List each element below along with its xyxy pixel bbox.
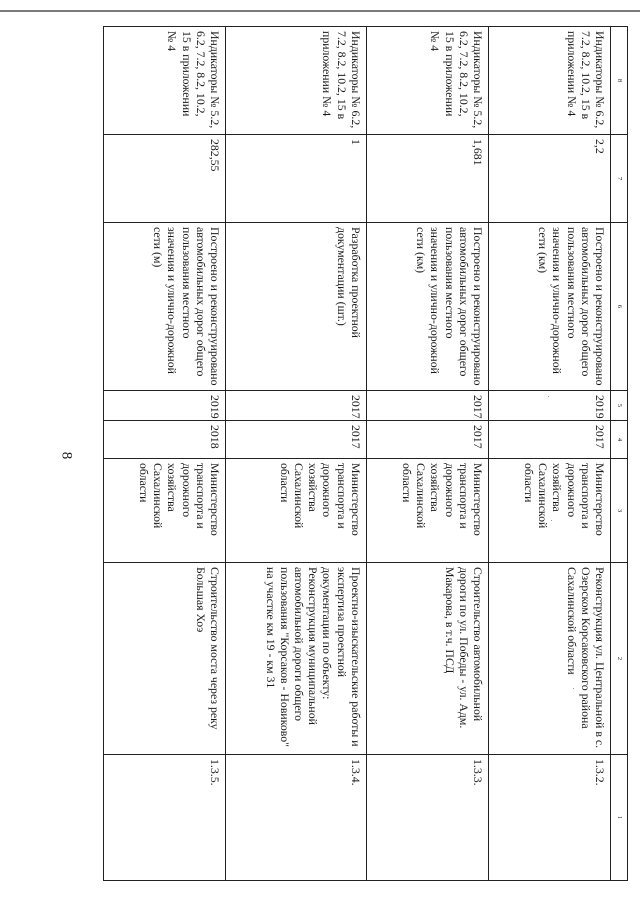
end-year-cell: 2017 xyxy=(366,391,488,421)
executor-cell: Министерство транспорта и дорожного хозяйства Сахалинской области xyxy=(104,459,226,563)
value-cell: 2,2 xyxy=(488,135,610,223)
column-number-row xyxy=(611,27,628,881)
value-cell: 1,681 xyxy=(366,135,488,223)
column-header: 7 xyxy=(611,135,628,223)
column-header: 5 xyxy=(611,391,628,421)
scan-speck xyxy=(548,396,549,397)
start-year-cell: 2018 xyxy=(104,421,226,459)
scan-speck xyxy=(551,520,552,521)
column-header: 4 xyxy=(611,421,628,459)
executor-cell: Министерство транспорта и дорожного хозяйства Сахалинской области xyxy=(366,459,488,563)
table-row xyxy=(366,27,488,881)
end-year-cell: 2019 xyxy=(488,391,610,421)
table-row xyxy=(226,27,367,881)
indicators-cell: Индикаторы № 6.2, 7.2, 8.2, 10.2, 15 в приложении № 4 xyxy=(488,27,610,135)
activity-name-cell: Строительство моста через реку Большая Хоэ xyxy=(104,563,226,755)
item-number-cell: 1.3.3. xyxy=(366,755,488,881)
table-row xyxy=(104,27,226,881)
column-header: 2 xyxy=(611,563,628,755)
result-cell: Построено и реконструировано автомобильных дорог общего пользования местного значения и улично-дорожной сети (км) xyxy=(488,223,610,391)
value-cell: 282,55 xyxy=(104,135,226,223)
start-year-cell: 2017 xyxy=(366,421,488,459)
column-header: 1 xyxy=(611,755,628,881)
program-activities-table xyxy=(103,26,628,881)
result-cell: Построено и реконструировано автомобильных дорог общего пользования местного значения и улично-дорожной сети (км) xyxy=(366,223,488,391)
executor-cell: Министерство транспорта и дорожного хозяйства Сахалинской области xyxy=(226,459,367,563)
end-year-cell: 2019 xyxy=(104,391,226,421)
indicators-cell: Индикаторы № 5.2, 6.2, 7.2, 8.2, 10.2, 15 в приложении № 4 xyxy=(104,27,226,135)
page-number: 8 xyxy=(58,451,75,460)
item-number-cell: 1.3.5. xyxy=(104,755,226,881)
indicators-cell: Индикаторы № 5.2, 6.2, 7.2, 8.2, 10.2, 15 в приложении № 4 xyxy=(366,27,488,135)
scan-speck xyxy=(573,688,574,689)
activity-name-cell: Реконструкция ул. Центральной в с. Озерском Корсаковского района Сахалинской области xyxy=(488,563,610,755)
result-cell: Разработка проектной документации (шт.) xyxy=(226,223,367,391)
result-cell: Построено и реконструировано автомобильных дорог общего пользования местного значения и улично-дорожной сети (м) xyxy=(104,223,226,391)
executor-cell: Министерство транспорта и дорожного хозяйства Сахалинской области xyxy=(488,459,610,563)
start-year-cell: 2017 xyxy=(488,421,610,459)
start-year-cell: 2017 xyxy=(226,421,367,459)
activity-name-cell: Строительство автомобильной дороги по ул. Победы - ул. Адм. Макарова, в т.ч. ПСД xyxy=(366,563,488,755)
top-border-line xyxy=(0,10,640,12)
indicators-cell: Индикаторы № 6.2, 7.2, 8.2, 10.2, 15 в приложении № 4 xyxy=(226,27,367,135)
item-number-cell: 1.3.2. xyxy=(488,755,610,881)
column-header: 6 xyxy=(611,223,628,391)
end-year-cell: 2017 xyxy=(226,391,367,421)
column-header: 3 xyxy=(611,459,628,563)
table-row xyxy=(488,27,610,881)
rotated-page xyxy=(103,26,628,880)
column-header: 8 xyxy=(611,27,628,135)
item-number-cell: 1.3.4. xyxy=(226,755,367,881)
activity-name-cell: Проектно-изыскательские работы и экспертиза проектной документации по объекту: Реконструкция муниципальной автомобильной дороги общего пользования "Корсаков - Новиково" на участке км 19 - км 31 xyxy=(226,563,367,755)
value-cell: 1 xyxy=(226,135,367,223)
